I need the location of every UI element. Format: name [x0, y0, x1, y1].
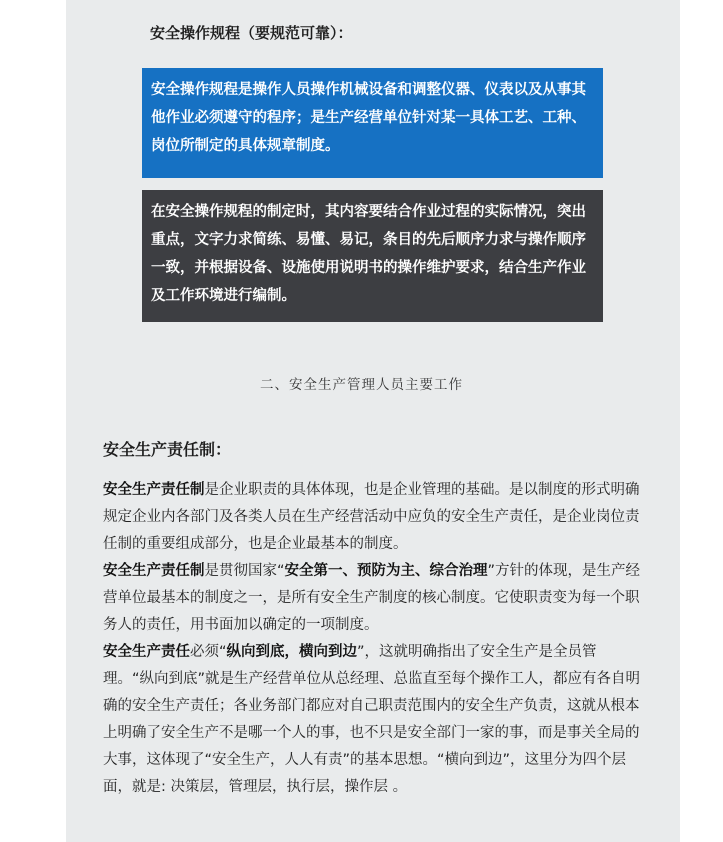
paragraph-text: 是企业职责的具体体现，也是企业管理的基础。是以制度的形式明确规定企业内各部门及各类人员在生产经营活动中应负的安全生产责任，是企业岗位责任制的重要组成部分，也是企业最基本的制度。: [103, 482, 640, 552]
responsibility-heading: 安全生产责任制：: [103, 440, 232, 459]
rules-formulation-box: 在安全操作规程的制定时，其内容要结合作业过程的实际情况，突出重点，文字力求简练、易懂、易记，条目的先后顺序力求与操作顺序一致，并根据设备、设施使用说明书的操作维护要求，结合生产作业及工作环境进行编制。: [142, 190, 603, 322]
responsibility-paragraph-1: [103, 477, 643, 558]
term-responsibility: 安全生产责任: [103, 644, 190, 660]
rules-definition-box: 安全操作规程是操作人员操作机械设备和调整仪器、仪表以及从事其他作业必须遵守的程序；是生产经营单位针对某一具体工艺、工种、岗位所制定的具体规章制度。: [142, 68, 603, 178]
section-title: 二、安全生产管理人员主要工作: [260, 377, 463, 393]
paragraph-text: 必须“: [190, 644, 227, 660]
paragraph-text: ”方针的体现，是生产经营单位最基本的制度之一，是所有安全生产制度的核心制度。它使职责变为每一个职务人的责任，用书面加以确定的一项制度。: [103, 563, 641, 633]
paragraph-text: 是贯彻国家“: [204, 563, 285, 579]
paragraph-text: ”，这就明确指出了安全生产是全员管理。“纵向到底”就是生产经营单位从总经理、总监直至每个操作工人，都应有各自明确的安全生产责任；各业务部门都应对自己职责范围内的安全生产负责，这就从根本上明确了安全生产不是哪一个人的事，也不只是安全部门一家的事，而是事关全局的大事，这体现了“安全生产，人人有责”的基本思想。“横向到边”，这里分为四个层面，就是: 决策层，管理层，执行层，操作层 。: [103, 644, 641, 795]
responsibility-paragraph-3: [103, 639, 643, 801]
policy-phrase: 安全第一、预防为主、综合治理: [284, 563, 488, 579]
term-responsibility-system: 安全生产责任制: [103, 563, 205, 579]
principle-phrase: 纵向到底，横向到边: [226, 644, 358, 660]
safety-rules-heading: 安全操作规程（要规范可靠）：: [150, 24, 353, 42]
term-responsibility-system: 安全生产责任制: [103, 482, 205, 498]
responsibility-paragraph-2: [103, 558, 643, 639]
